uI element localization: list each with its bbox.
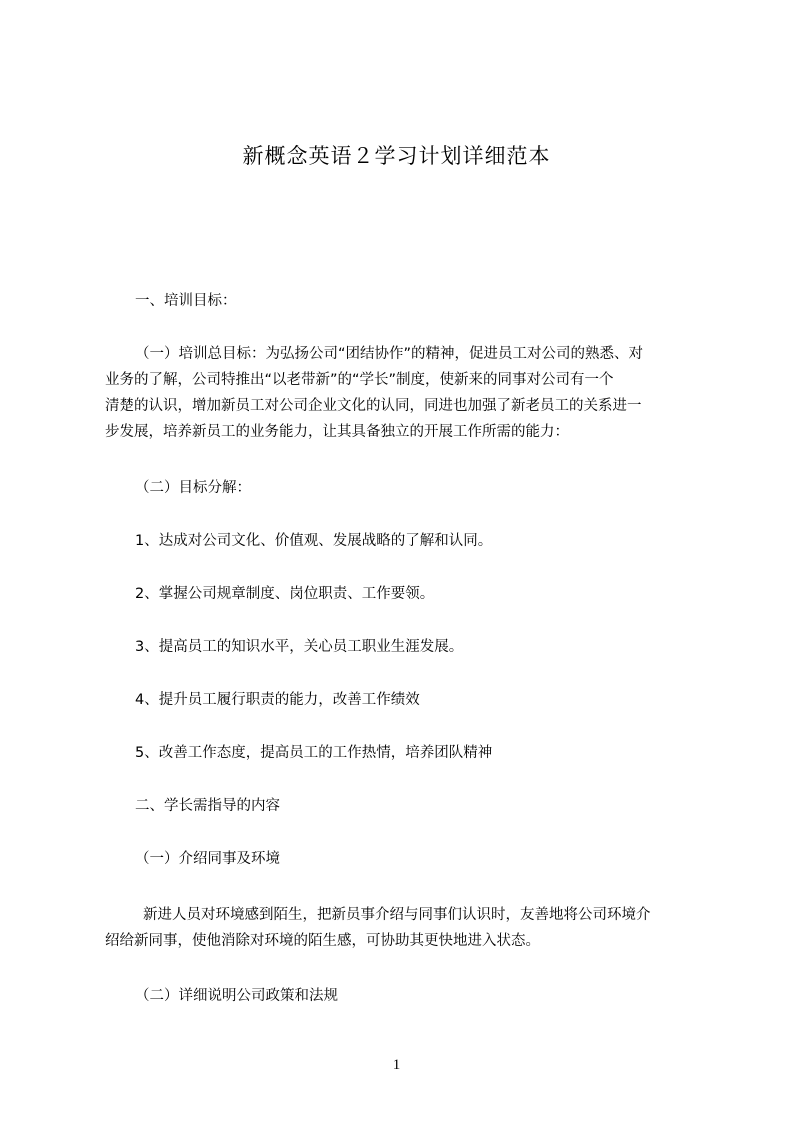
- section-heading-mentor-content: [105, 793, 723, 819]
- paragraph-introduce-environment: [105, 902, 693, 954]
- paragraph-line: 一、培训目标：: [135, 293, 237, 309]
- page-number: 1: [392, 1057, 401, 1073]
- paragraph-line: 新进人员对环境感到陌生，把新员事介绍与同事们认识时，友善地将公司环境介: [143, 907, 651, 923]
- list-item-goal-5: [105, 740, 723, 766]
- section-heading-training-goals: [105, 288, 723, 314]
- paragraph-line: 清楚的认识，增加新员工对公司企业文化的认同，同进也加强了新老员工的关系进一: [105, 398, 642, 414]
- paragraph-overall-goal: [105, 341, 693, 445]
- paragraph-line: （二）详细说明公司政策和法规: [135, 988, 338, 1004]
- paragraph-line: 二、学长需指导的内容: [135, 798, 280, 814]
- paragraph-line: 1、达成对公司文化、价值观、发展战略的了解和认同。: [135, 533, 493, 549]
- paragraph-line: 绍给新同事，使他消除对环境的陌生感，可协助其更快地进入状态。: [105, 933, 540, 949]
- list-item-goal-3: [105, 634, 723, 660]
- list-item-goal-2: [105, 581, 723, 607]
- document-title: 新概念英语２学习计划详细范本: [242, 144, 551, 168]
- subheading-introduce-colleagues: [105, 846, 723, 872]
- paragraph-line: 步发展，培养新员工的业务能力，让其具备独立的开展工作所需的能力：: [105, 424, 569, 440]
- list-item-goal-1: [105, 528, 723, 554]
- paragraph-line: 3、提高员工的知识水平，关心员工职业生涯发展。: [135, 639, 464, 655]
- paragraph-line: 5、改善工作态度，提高员工的工作热情，培养团队精神: [135, 745, 493, 761]
- paragraph-line: 2、掌握公司规章制度、岗位职责、工作要领。: [135, 586, 435, 602]
- paragraph-line: （一）介绍同事及环境: [135, 851, 280, 867]
- paragraph-line: 业务的了解，公司特推出“以老带新”的“学长”制度，使新来的同事对公司有一个: [105, 372, 614, 388]
- subheading-goal-breakdown: [105, 475, 723, 501]
- subheading-company-policies: [105, 983, 723, 1009]
- list-item-goal-4: [105, 687, 723, 713]
- paragraph-line: 4、提升员工履行职责的能力，改善工作绩效: [135, 692, 420, 708]
- paragraph-line: （二）目标分解：: [135, 480, 251, 496]
- paragraph-line: （一）培训总目标：为弘扬公司“团结协作”的精神，促进员工对公司的熟悉、对: [135, 346, 644, 362]
